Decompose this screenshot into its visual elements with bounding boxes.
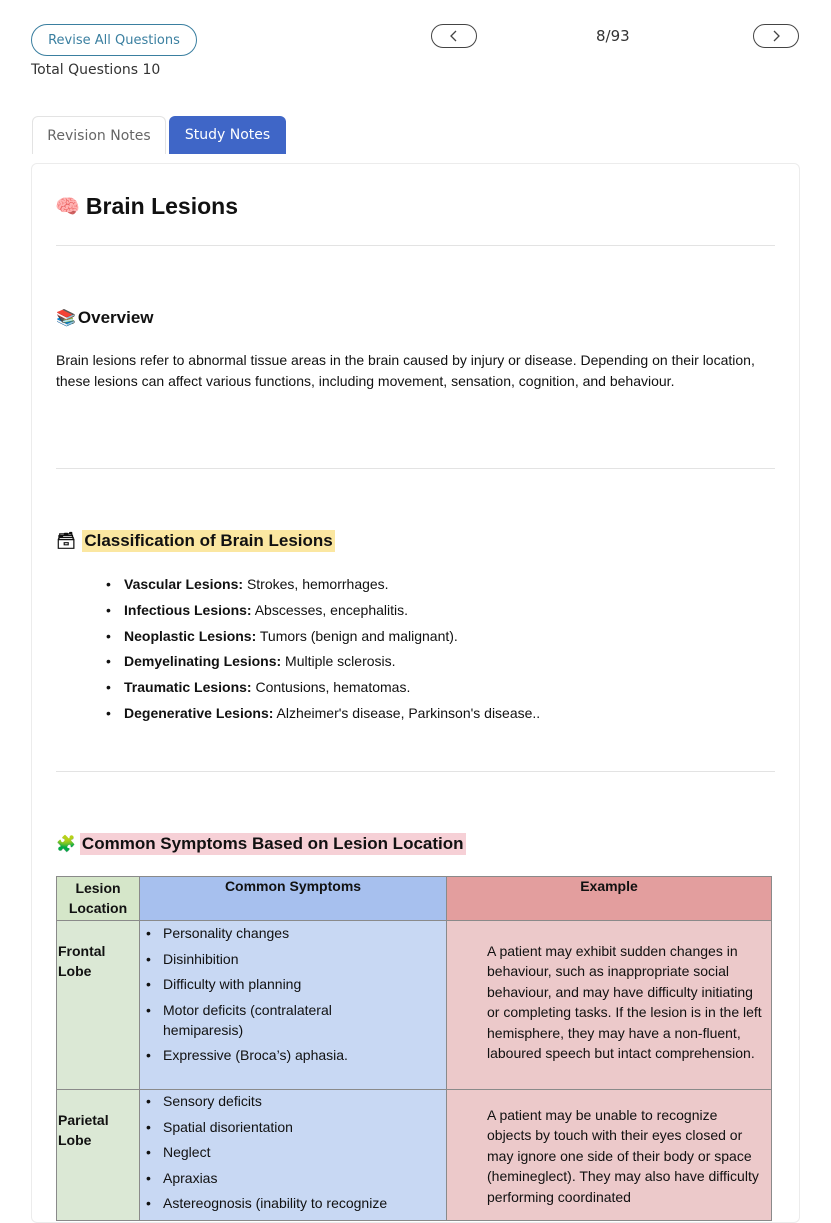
question-counter: 8/93 [596,27,630,45]
lesion-location: Parietal Lobe [57,1090,140,1221]
list-item: • Spatial disorientation [163,1117,445,1137]
list-item: • Apraxias [163,1168,445,1188]
classification-heading: 🗃 Classification of Brain Lesions [56,531,333,550]
column-header: Lesion Location [57,877,140,921]
brain-icon: 🧠 [55,196,80,218]
tab-study-notes[interactable]: Study Notes [169,116,286,154]
tab-revision-notes[interactable]: Revision Notes [32,116,166,154]
column-header: Example [447,877,772,921]
list-item: • Neglect [163,1142,445,1162]
symptoms-heading: 🧩 Common Symptoms Based on Lesion Location [56,834,464,853]
chevron-right-icon [771,30,781,42]
divider [56,245,775,246]
symptoms-cell [140,1090,447,1221]
revise-all-questions-button[interactable]: Revise All Questions [31,24,197,56]
books-icon: 📚 [56,310,76,327]
divider [56,468,775,469]
chevron-left-icon [449,30,459,42]
list-item: • Motor deficits (contralateral hemiparesis) [163,1000,363,1040]
symptoms-table [56,876,772,1221]
list-item: • Vascular Lesions: Strokes, hemorrhages. [106,574,540,600]
list-item: • Traumatic Lesions: Contusions, hematomas. [106,677,540,703]
list-item: • Neoplastic Lesions: Tumors (benign and malignant). [106,626,540,652]
list-item: • Infectious Lesions: Abscesses, encephalitis. [106,600,540,626]
list-item: • Difficulty with planning [163,974,445,994]
total-questions: Total Questions 10 [31,62,161,78]
next-button[interactable] [753,24,799,48]
list-item: • Demyelinating Lesions: Multiple sclerosis. [106,651,540,677]
table-header-row [57,877,772,921]
list-item: • Disinhibition [163,949,445,969]
list-item: • Personality changes [163,923,445,943]
divider [56,771,775,772]
table-row [57,1090,772,1221]
previous-button[interactable] [431,24,477,48]
list-item: • Expressive (Broca’s) aphasia. [163,1045,445,1065]
lesion-location: Frontal Lobe [57,921,140,1090]
table-row [57,921,772,1090]
example-cell: A patient may be unable to recognize objects by touch with their eyes closed or may ignore one side of their body or space (hemineglect). They may also have difficulty performing coordinated [447,1090,772,1221]
symptoms-cell [140,921,447,1090]
overview-text: Brain lesions refer to abnormal tissue areas in the brain caused by injury or disease. Depending on their location, these lesions can affect various functions, including movement, sensation, cognition, and behaviour. [56,352,755,389]
classification-list [106,574,540,729]
list-item: • Degenerative Lesions: Alzheimer's disease, Parkinson's disease.. [106,703,540,729]
overview-heading: 📚 Overview [56,308,154,327]
puzzle-icon: 🧩 [56,836,76,853]
card-box-icon: 🗃 [56,533,77,550]
list-item: • Sensory deficits [163,1091,445,1111]
page-title: 🧠 Brain Lesions [55,193,239,219]
example-cell: A patient may exhibit sudden changes in behaviour, such as inappropriate social behaviour, and may have difficulty initiating or completing tasks. If the lesion is in the left hemisphere, they may have a non-fluent, laboured speech but intact comprehension. [447,921,772,1090]
list-item: • Astereognosis (inability to recognize [163,1193,445,1213]
column-header: Common Symptoms [140,877,447,921]
